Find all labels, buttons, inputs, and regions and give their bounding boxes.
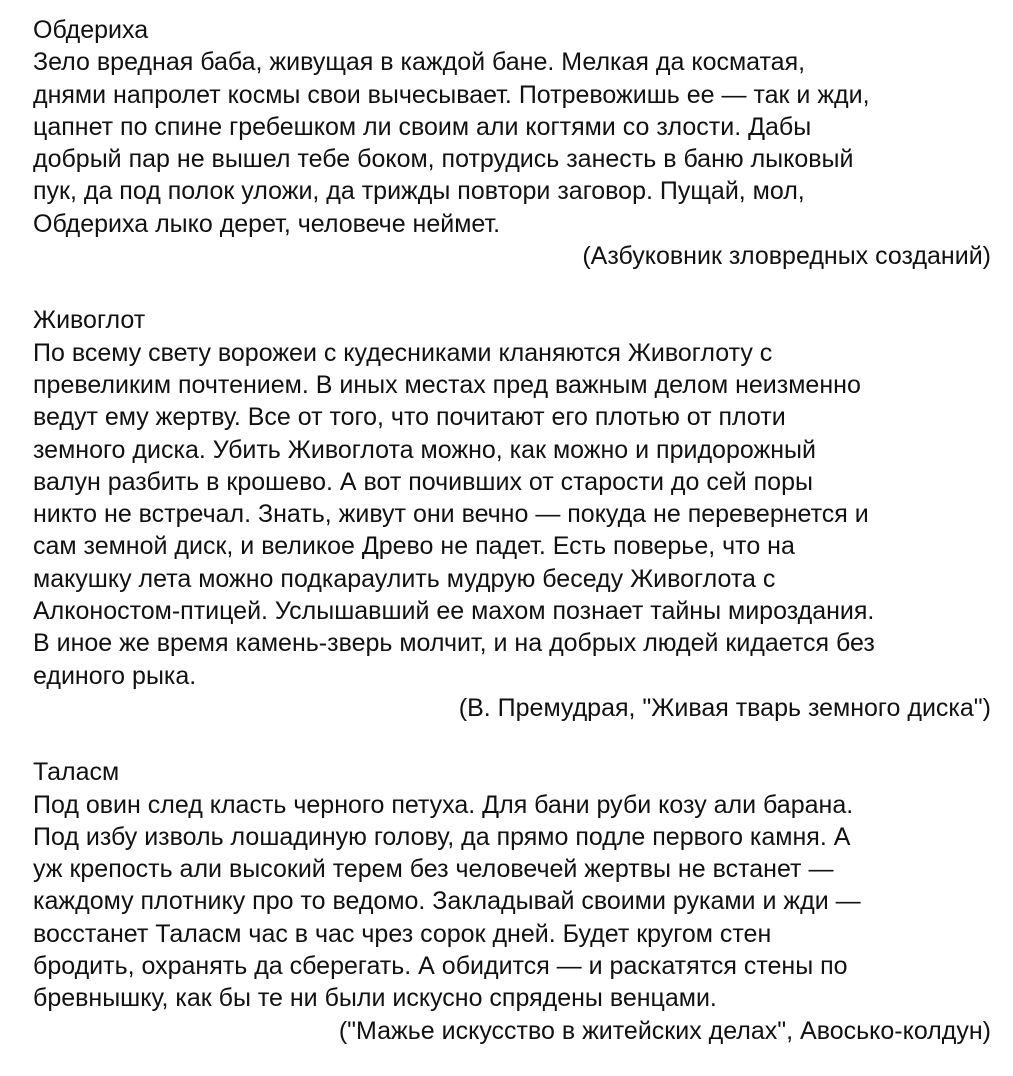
entry-text-line: цапнет по спине гребешком ли своим али когтями со злости. Дабы bbox=[33, 112, 812, 141]
entry-text-line: Зело вредная баба, живущая в каждой бане. Мелкая да косматая, bbox=[33, 48, 806, 77]
entry-text-line: каждому плотнику про то ведомо. Закладывай своими руками и жди — bbox=[33, 887, 861, 916]
entry-title: Таласм bbox=[33, 758, 120, 787]
entry-text-line: Алконостом-птицей. Услышавший ее махом познает тайны мироздания. bbox=[33, 597, 875, 626]
entry-text-line: сам земной диск, и великое Древо не падет. Есть поверье, что на bbox=[33, 532, 795, 561]
entry-text-line: Обдериха лыко дерет, человече неймет. bbox=[33, 209, 501, 238]
entry-text-line: днями напролет космы свои вычесывает. Потревожишь ее — так и жди, bbox=[33, 80, 870, 109]
entry-text-line: никто не встречал. Знать, живут они вечно — покуда не перевернется и bbox=[33, 500, 869, 529]
entry-text-line: превеликим почтением. В иных местах пред важным делом неизменно bbox=[33, 370, 861, 399]
entry-text-line: бревнышку, как бы те ни были искусно спрядены венцами. bbox=[33, 984, 717, 1013]
entry-text-line: В иное же время камень-зверь молчит, и на добрых людей кидается без bbox=[33, 629, 875, 658]
entry-text-line: восстанет Таласм час в час чрез сорок дней. Будет кругом стен bbox=[33, 919, 772, 948]
entry-text-line: бродить, охранять да сберегать. А обидится — и раскатятся стены по bbox=[33, 952, 848, 981]
entry-title: Обдериха bbox=[33, 16, 149, 44]
entry-text-line: добрый пар не вышел тебе боком, потрудись занесть в баню лыковый bbox=[33, 145, 854, 174]
entry-text-line: макушку лета можно подкараулить мудрую беседу Живоглота с bbox=[33, 564, 776, 593]
entry-text-line: валун разбить в крошево. А вот почивших от старости до сей поры bbox=[33, 467, 813, 496]
entry-text-line: уж крепость али высокий терем без человечей жертвы не встанет — bbox=[33, 855, 834, 884]
entry-source: (Азбуковник зловредных созданий) bbox=[582, 242, 991, 271]
entry-text-line: пук, да под полок уложи, да трижды повтори заговор. Пущай, мол, bbox=[33, 177, 805, 206]
entry-title: Живоглот bbox=[33, 306, 146, 335]
entry-text-line: По всему свету ворожеи с кудесниками кланяются Живоглоту с bbox=[33, 338, 773, 367]
entry-text-line: Под овин след класть черного петуха. Для бани руби козу али барана. bbox=[33, 790, 854, 819]
entry-text-line: земного диска. Убить Живоглота можно, как можно и придорожный bbox=[33, 435, 816, 464]
bestiary-text bbox=[33, 14, 991, 1047]
entry-text-line: ведут ему жертву. Все от того, что почитают его плотью от плоти bbox=[33, 403, 786, 432]
entry-zhivoglot bbox=[33, 304, 991, 724]
entry-source: (В. Премудрая, "Живая тварь земного диска") bbox=[458, 693, 991, 722]
entry-obderikha bbox=[33, 14, 991, 272]
entry-source: ("Мажье искусство в житейских делах", Авосько-колдун) bbox=[338, 1016, 991, 1045]
entry-text-line: единого рыка. bbox=[33, 661, 197, 690]
entry-text-line: Под избу изволь лошадиную голову, да прямо подле первого камня. А bbox=[33, 822, 851, 851]
entry-talasm bbox=[33, 756, 991, 1047]
